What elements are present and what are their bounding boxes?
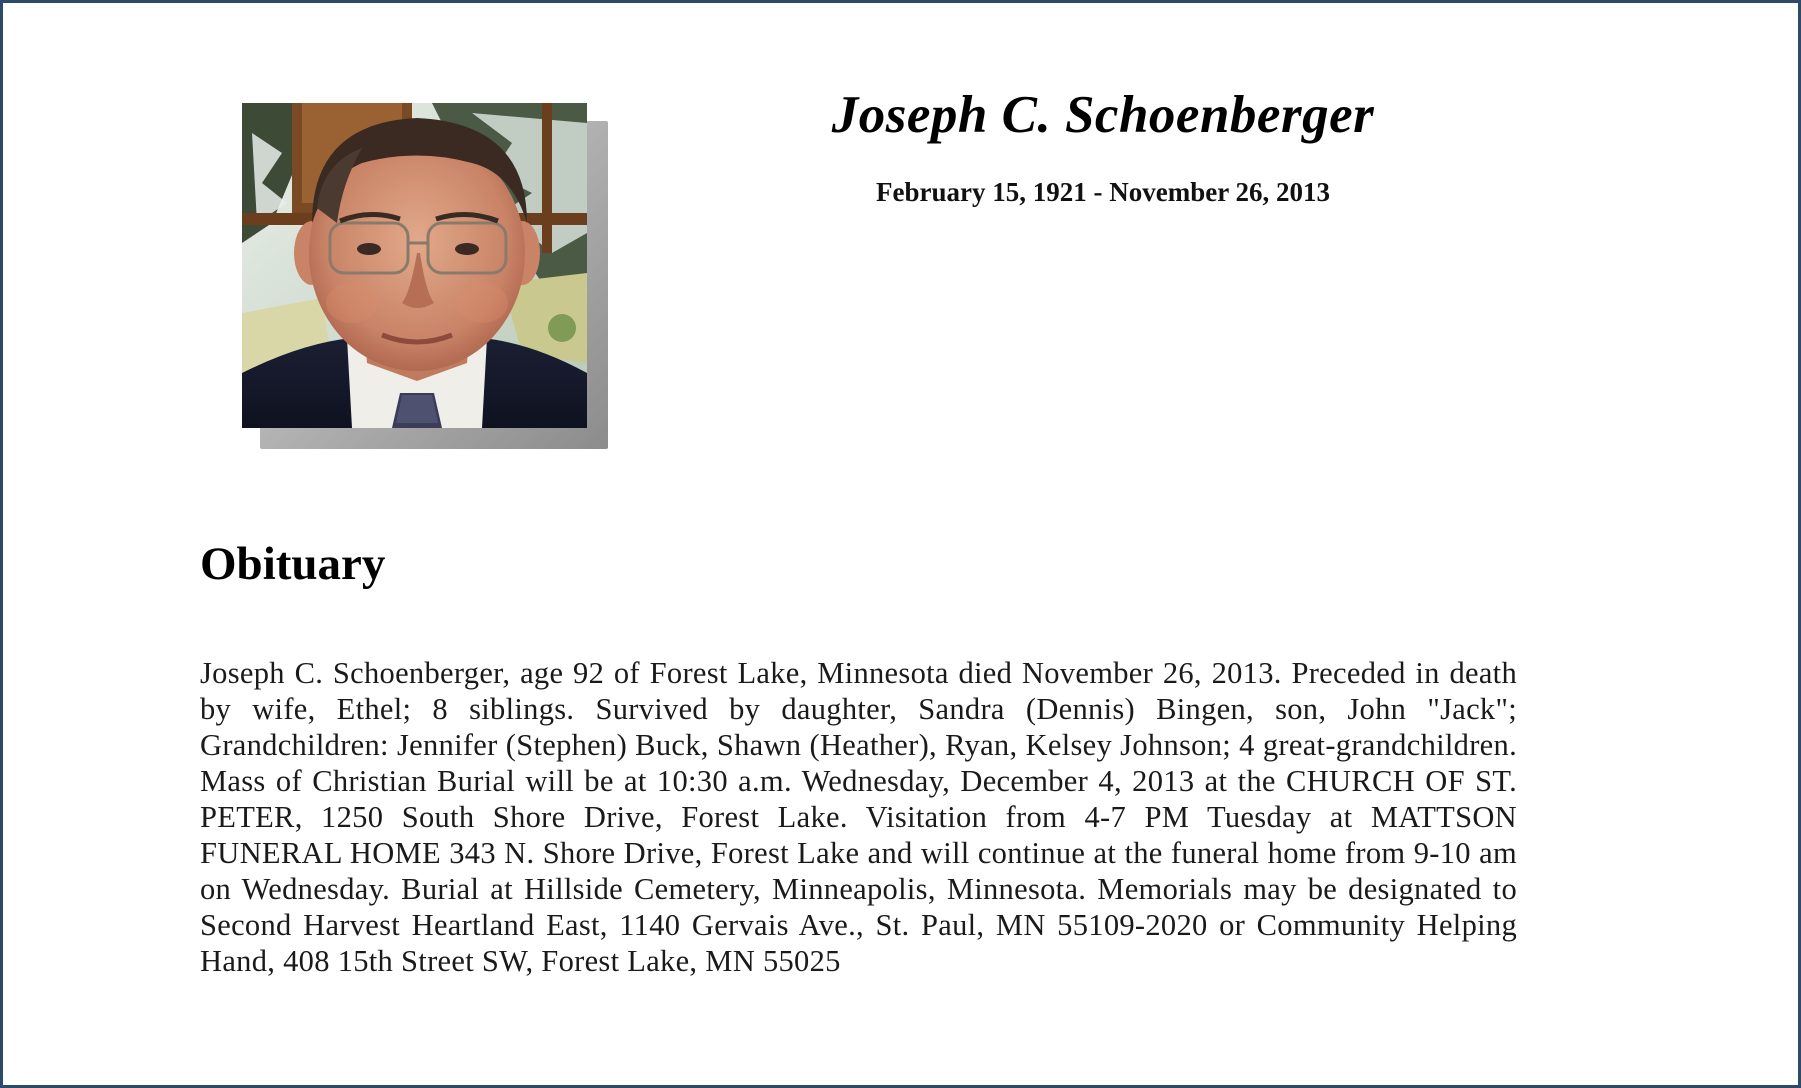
deceased-name: Joseph C. Schoenberger (831, 86, 1375, 144)
obituary-text: Joseph C. Schoenberger, age 92 of Forest Lake, Minnesota died November 26, 2013. Preceded in death by wife, Ethel; 8 siblings. Survived by daughter, Sandra (Dennis) Bingen, son, John "Jack"; Grandchildren: Jennifer (Stephen) Buck, Shawn (Heather), Ryan, Kelsey Johnson; 4 great-grandchildren. Mass of Christian Burial will be at 10:30 a.m. Wednesday, December 4, 2013 at the CHURCH OF ST. PETER, 1250 South Shore Drive, Forest Lake. Visitation from 4-7 PM Tuesday at MATTSON FUNERAL HOME 343 N. Shore Drive, Forest Lake and will continue at the funeral home from 9-10 am on Wednesday. Burial at Hillside Cemetery, Minneapolis, Minnesota. Memorials may be designated to Second Harvest Heartland East, 1140 Gervais Ave., St. Paul, MN 55109-2020 or Community Helping Hand, 408 15th Street SW, Forest Lake, MN 55025 (200, 656, 1517, 978)
section-title: Obituary (200, 538, 386, 590)
portrait-image (242, 103, 587, 428)
life-dates: February 15, 1921 - November 26, 2013 (876, 177, 1330, 207)
portrait-photo (242, 103, 587, 428)
